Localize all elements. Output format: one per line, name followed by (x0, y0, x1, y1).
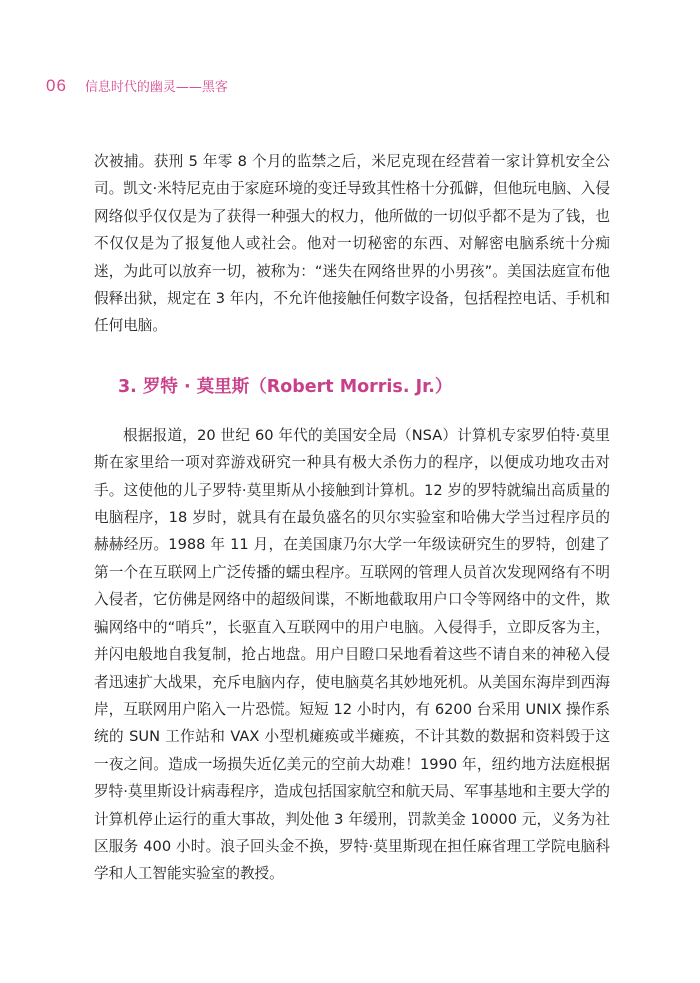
chapter-title: 信息时代的幽灵——黑客 (84, 80, 228, 95)
paragraph-continued: 次被捕。获刑 5 年零 8 个月的监禁之后，米尼克现在经营着一家计算机安全公司。凯文·米特尼克由于家庭环境的变迁导致其性格十分孤僻，但他玩电脑、入侵网络似乎仅仅是为了获得一种强大的权力，他所做的一切似乎都不是为了钱，也不仅仅是为了报复他人或社会。他对一切秘密的东西、对解密电脑系统十分痴迷，为此可以放弃一切，被称为：“迷失在网络世界的小男孩”。美国法庭宣布他假释出狱，规定在 3 年内，不允许他接触任何数字设备，包括程控电话、手机和任何电脑。 (94, 153, 610, 335)
section-heading: 3. 罗特 · 莫里斯（Robert Morris. Jr.） (118, 376, 453, 397)
running-header (46, 76, 228, 100)
paragraph-morris: 根据报道，20 世纪 60 年代的美国安全局（NSA）计算机专家罗伯特·莫里斯在家里给一项对弈游戏研究一种具有极大杀伤力的程序，以便成功地攻击对手。这使他的儿子罗特·莫里斯从小接触到计算机。12 岁的罗特就编出高质量的电脑程序，18 岁时，就具有在最负盛名的贝尔实验室和哈佛大学当过程序员的赫赫经历。1988 年 11 月，在美国康乃尔大学一年级读研究生的罗特，创建了第一个在互联网上广泛传播的蠕虫程序。互联网的管理人员首次发现网络有不明入侵者，它仿佛是网络中的超级间谍，不断地截取用户口令等网络中的文件，欺骗网络中的“哨兵”，长驱直入互联网中的用户电脑。入侵得手，立即反客为主，并闪电般地自我复制，抢占地盘。用户目瞪口呆地看着这些不请自来的神秘入侵者迅速扩大战果，充斥电脑内存，使电脑莫名其妙地死机。从美国东海岸到西海岸，互联网用户陷入一片恐慌。短短 12 小时内，有 6200 台采用 UNIX 操作系统的 SUN 工作站和 VAX 小型机瘫痪或半瘫痪，不计其数的数据和资料毁于这一夜之间。造成一场损失近亿美元的空前大劫难！1990 年，纽约地方法庭根据罗特·莫里斯设计病毒程序，造成包括国家航空和航天局、军事基地和主要大学的计算机停止运行的重大事故，判处他 3 年缓刑，罚款美金 10000 元，义务为社区服务 400 小时。浪子回头金不换，罗特·莫里斯现在担任麻省理工学院电脑科学和人工智能实验室的教授。 (94, 426, 610, 883)
page-body (94, 148, 610, 888)
page-number: 06 (46, 76, 67, 95)
